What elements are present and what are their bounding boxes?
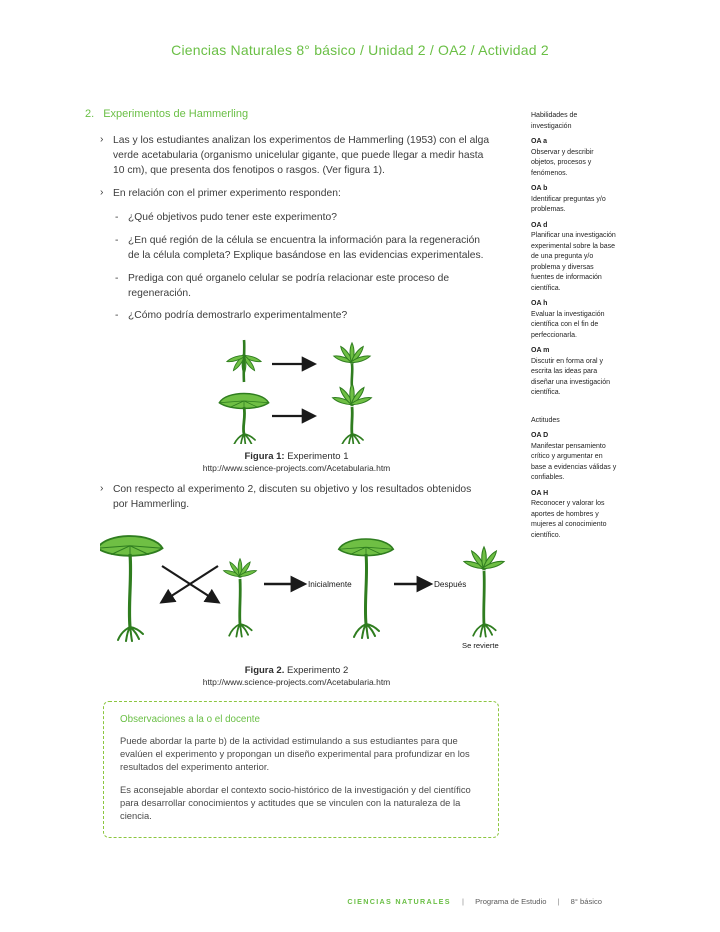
oa-code: OA a — [531, 138, 548, 145]
sidebar-attitudes-title: Actitudes — [531, 416, 560, 424]
acetabularia-experiment2-illustration — [100, 522, 510, 658]
sidebar-skill-item — [531, 346, 617, 399]
activity-intro: › Las y los estudiantes analizan los experimentos de Hammerling (1953) con el alga verde acetabularia (organismo unicelular gigante, que puede llegar a medir hasta 10 cm), que presenta dos fenotipos o rasgos. (Ver figura 1). — [100, 134, 493, 178]
footer-separator: | — [461, 897, 464, 906]
activity-experiment2: › Con respecto al experimento 2, discuten su objetivo y los resultados obtenidos por Hammerling. — [100, 483, 480, 513]
figure-1-caption: Figura 1: Experimento 1 — [244, 451, 349, 463]
umbrella-alga — [219, 394, 268, 445]
figure-2-source-url[interactable]: http://www.science-projects.com/Acetabularia.htm — [202, 676, 391, 687]
section-heading-label: Experimentos de Hammerling — [103, 108, 249, 120]
umbrella-alga-large — [100, 536, 163, 641]
figure-2-label-revert: Se revierte — [462, 640, 499, 650]
oa-code: OA D — [531, 432, 549, 439]
grafted-alga — [223, 558, 257, 636]
teacher-observations-box — [103, 701, 499, 838]
page-title: Ciencias Naturales 8° básico / Unidad 2 / OA2 / Actividad 2 — [171, 42, 549, 58]
question-item: - ¿En qué región de la célula se encuentra la información para la regeneración de la célula completa? Explique basándose en las evidencias experimentales. — [114, 234, 486, 264]
sidebar-attitude-item — [531, 489, 617, 542]
reverted-palm-alga — [463, 547, 505, 637]
footer-grade: 8° básico — [570, 897, 602, 906]
oa-text: Manifestar pensamiento crítico y argumentar en base a evidencias válidas y confiables. — [531, 442, 617, 481]
section-heading — [85, 108, 493, 120]
oa-code: OA m — [531, 347, 550, 354]
oa-text: Reconocer y valorar los aportes de hombres y mujeres al conocimiento científico. — [531, 500, 607, 539]
droopy-cap-alga — [226, 340, 261, 382]
palm-alga — [331, 384, 371, 444]
figure-2-caption: Figura 2. Experimento 2 — [244, 664, 349, 676]
figure-2-label-initial: Inicialmente — [308, 579, 352, 589]
main-content — [85, 108, 499, 838]
oa-text: Discutir en forma oral y escrita las ideas para diseñar una investigación científica. — [531, 357, 610, 396]
figure-1-source-url[interactable]: http://www.science-projects.com/Acetabularia.htm — [202, 463, 391, 474]
oa-text: Observar y describir objetos, procesos y fenómenos. — [531, 148, 594, 177]
question-list — [114, 211, 493, 324]
palm-cap-alga-top — [333, 343, 371, 388]
sidebar-skill-item — [531, 221, 617, 295]
acetabularia-experiment1-illustration — [172, 332, 422, 444]
figure-1 — [100, 332, 493, 473]
oa-code: OA H — [531, 489, 549, 497]
question-item: - ¿Qué objetivos pudo tener este experimento? — [114, 211, 486, 226]
sidebar-skill-item — [531, 184, 617, 216]
figure-2-label-after: Después — [434, 579, 467, 589]
section-number: 2. — [85, 108, 95, 120]
page-footer — [0, 897, 602, 906]
sidebar-skill-item — [531, 137, 617, 179]
footer-program: Programa de Estudio — [475, 897, 547, 906]
teacher-box-title: Observaciones a la o el docente — [120, 713, 260, 725]
sidebar-skill-item — [531, 299, 617, 341]
question-item: - ¿Cómo podría demostrarlo experimentalmente? — [114, 309, 486, 324]
oa-code: OA h — [531, 300, 548, 307]
oa-code: OA d — [531, 221, 548, 229]
footer-separator: | — [557, 897, 560, 906]
figure-2 — [100, 522, 499, 687]
oa-text: Identificar preguntas y/o problemas. — [531, 195, 606, 213]
sidebar-skills-title: Habilidades de investigación — [531, 112, 578, 130]
teacher-box-paragraph: Puede abordar la parte b) de la actividad estimulando a sus estudiantes para que evalúen el experimento y propongan un diseño experimental para profundizar en los resultados del experimento anterior. — [120, 734, 470, 773]
objectives-sidebar — [531, 111, 617, 546]
teacher-box-paragraph: Es aconsejable abordar el contexto socio-histórico de la investigación y del científico para desarrollar conocimientos y actitudes que se vinculen con la naturaleza de la ciencia. — [120, 783, 471, 822]
oa-code: OA b — [531, 185, 548, 192]
oa-text: Planificar una investigación experimental sobre la base de una pregunta y/o problema y diversas fuentes de información científica. — [531, 232, 616, 292]
sidebar-attitude-item — [531, 431, 617, 484]
oa-text: Evaluar la investigación científica con el fin de perfeccionarla. — [531, 310, 605, 339]
activity-prompt: › En relación con el primer experimento responden: — [100, 187, 493, 202]
question-item: - Prediga con qué organelo celular se podría relacionar este proceso de regeneración. — [114, 272, 486, 302]
footer-brand: CIENCIAS NATURALES — [347, 897, 451, 906]
